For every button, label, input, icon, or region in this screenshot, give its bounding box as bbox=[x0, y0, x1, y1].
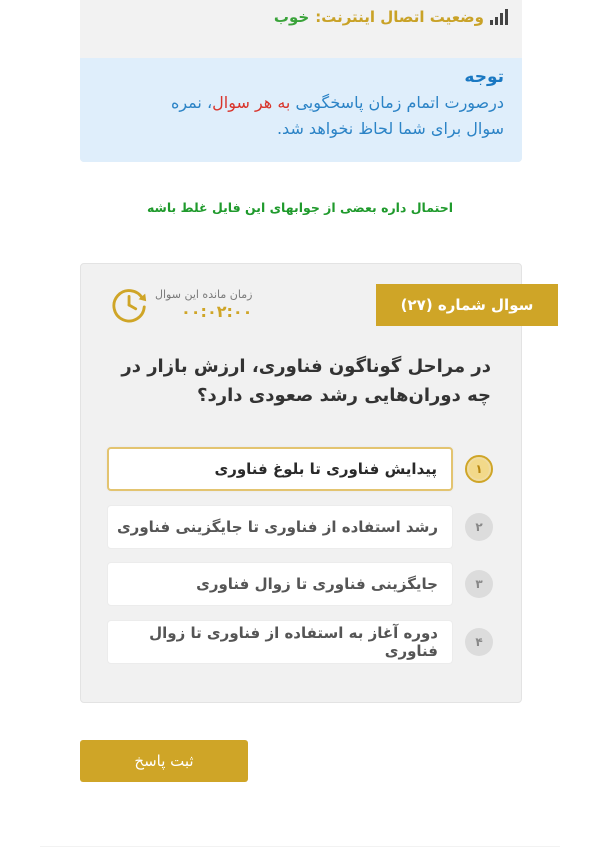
connection-status bbox=[274, 6, 508, 28]
answer-option-number[interactable] bbox=[465, 513, 493, 541]
notice-text-line2: سوال برای شما لحاظ نخواهد شد. bbox=[276, 119, 504, 138]
question-timer bbox=[111, 286, 252, 324]
answer-option-number[interactable] bbox=[465, 455, 493, 483]
signal-bars-icon bbox=[490, 9, 508, 25]
clock-icon bbox=[111, 286, 149, 324]
timer-label: زمان مانده این سوال bbox=[155, 288, 253, 301]
answer-option-number-text: ۲ bbox=[475, 520, 483, 534]
answer-option-label: دوره آغاز به استفاده از فناوری تا زوال فناوری bbox=[149, 624, 438, 660]
answer-option-number[interactable] bbox=[465, 628, 493, 656]
timer-value: ۰۰:۰۲:۰۰ bbox=[181, 302, 253, 321]
status-card bbox=[80, 0, 522, 162]
notice-title: توجه bbox=[464, 67, 504, 87]
notice-box bbox=[80, 58, 522, 162]
answer-option-number-text: ۴ bbox=[475, 635, 483, 649]
answer-option-number[interactable] bbox=[465, 570, 493, 598]
divider bbox=[40, 846, 560, 847]
answer-option-number-text: ۱ bbox=[469, 459, 489, 479]
answer-option-4[interactable] bbox=[107, 620, 453, 664]
warning-message: احتمال داره بعضی از جوابهای این فایل غلط باشه bbox=[146, 200, 454, 215]
connection-label: وضعیت اتصال اینترنت: bbox=[315, 8, 484, 26]
answer-option-label: جایگزینی فناوری تا زوال فناوری bbox=[196, 575, 438, 593]
answer-option-3[interactable] bbox=[107, 562, 453, 606]
answer-option-2[interactable] bbox=[107, 505, 453, 549]
notice-text bbox=[94, 90, 504, 142]
submit-answer-button[interactable]: ثبت پاسخ bbox=[80, 740, 248, 782]
answer-option-1[interactable] bbox=[107, 447, 453, 491]
connection-value: خوب bbox=[273, 8, 310, 26]
question-card bbox=[80, 263, 534, 703]
notice-text-part2: ، نمره bbox=[170, 93, 213, 112]
question-number-badge: سوال شماره (۲۷) bbox=[376, 284, 558, 326]
answer-option-number-text: ۳ bbox=[475, 577, 483, 591]
notice-text-highlight: به هر سوال bbox=[212, 93, 296, 112]
answer-option-label: رشد استفاده از فناوری تا جایگزینی فناوری bbox=[116, 518, 438, 536]
question-text: در مراحل گوناگون فناوری، ارزش بازار در چه دوران‌هایی رشد صعودی دارد؟ bbox=[121, 356, 491, 406]
answer-option-label: پیدایش فناوری تا بلوغ فناوری bbox=[214, 460, 437, 478]
notice-text-part1: درصورت اتمام زمان پاسخگویی bbox=[295, 93, 504, 112]
timer-text bbox=[155, 288, 252, 322]
